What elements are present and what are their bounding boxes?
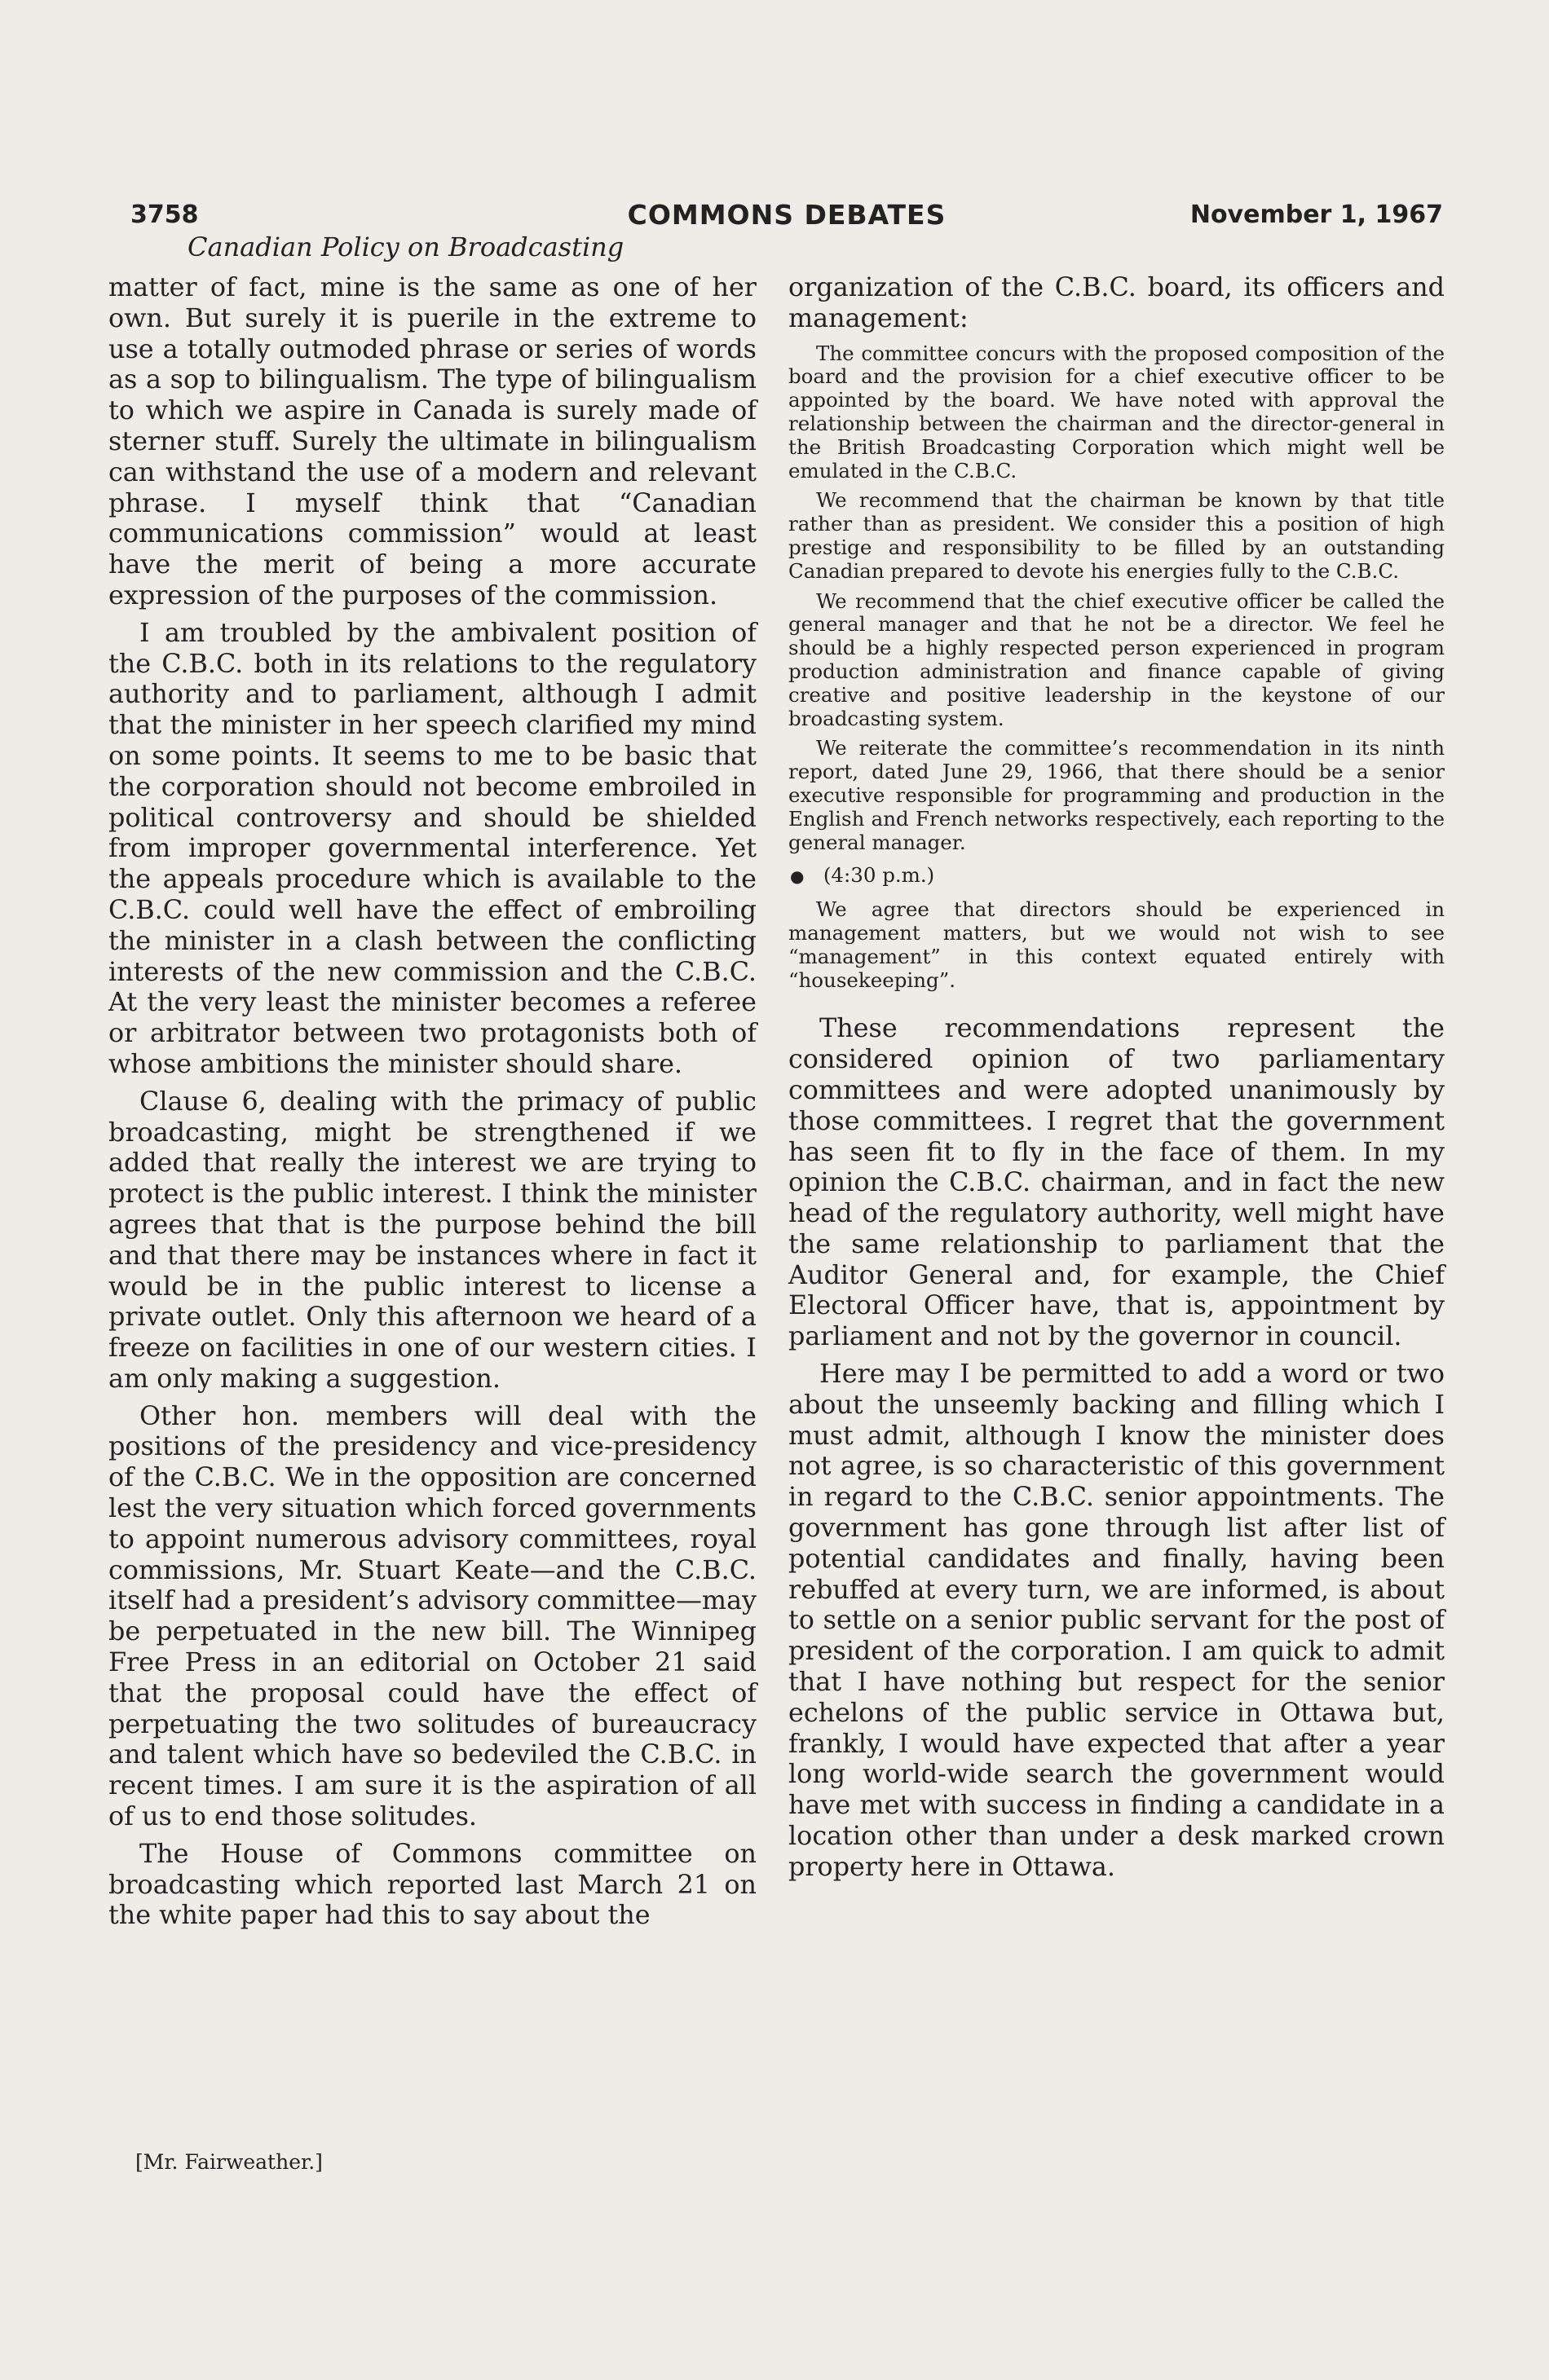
right-column <box>788 272 1445 1883</box>
quoted-paragraph: We recommend that the chief executive officer be called the general manager and that he not be a director. We feel he should be a highly respected person experienced in program production administration and finance capable of giving creative and positive leadership in the keystone of our broadcasting system. <box>788 588 1445 730</box>
paragraph: organization of the C.B.C. board, its officers and management: <box>788 272 1445 333</box>
time-stamp-text: (4:30 p.m.) <box>823 863 935 888</box>
paragraph: I am troubled by the ambivalent position of the C.B.C. both in its relations to the regulatory authority and to parliament, although I admit that the minister in her speech clarified my mind on some points. It seems to me to be basic that the corporation should not become embroiled in political controversy and should be shielded from improper governmental interference. Yet the appeals procedure which is available to the C.B.C. could well have the effect of embroiling the minister in a clash between the conflicting interests of the new commission and the C.B.C. At the very least the minister becomes a referee or arbitrator between two protagonists both of whose ambitions the minister should share. <box>108 617 757 1079</box>
issue-date: November 1, 1967 <box>1189 201 1443 229</box>
quoted-paragraph: We recommend that the chairman be known by that title rather than as president. We consider this a position of high prestige and responsibility to be filled by an outstanding Canadian prepared to devote his energies fully to the C.B.C. <box>788 488 1445 583</box>
paragraph: Here may I be permitted to add a word or two about the unseemly backing and filling which I must admit, although I know the minister does not agree, is so characteristic of this government in regard to the C.B.C. senior appointments. The government has gone through list after list of potential candidates and finally, having been rebuffed at every turn, we are informed, is about to settle on a senior public servant for the post of president of the corporation. I am quick to admit that I have nothing but respect for the senior echelons of the public service in Ottawa but, frankly, I would have expected that after a year long world-wide search the government would have met with success in finding a candidate in a location other than under a desk marked crown property here in Ottawa. <box>788 1359 1445 1882</box>
publication-title: COMMONS DEBATES <box>627 199 947 231</box>
paragraph: Other hon. members will deal with the positions of the presidency and vice-presidency of the C.B.C. We in the opposition are concerned lest the very situation which forced governments to appoint numerous advisory committees, royal commissions, Mr. Stuart Keate—and the C.B.C. itself had a president’s advisory committee—may be perpetuated in the new bill. The Winnipeg Free Press in an editorial on October 21 said that the proposal could have the effect of perpetuating the two solitudes of bureaucracy and talent which have so bedeviled the C.B.C. in recent times. I am sure it is the aspiration of all of us to end those solitudes. <box>108 1400 757 1832</box>
speaker-footer: [Mr. Fairweather.] <box>135 2150 323 2174</box>
time-stamp <box>788 864 1445 888</box>
paragraph: The House of Commons committee on broadcasting which reported last March 21 on the white paper had this to say about the <box>108 1838 757 1931</box>
bullet-icon: ● <box>790 866 805 887</box>
left-column <box>108 272 757 1931</box>
page-header <box>130 196 1443 231</box>
spacer <box>788 1000 1445 1013</box>
committee-quote <box>788 342 1445 993</box>
paragraph: Clause 6, dealing with the primacy of public broadcasting, might be strengthened if we added that really the interest we are trying to protect is the public interest. I think the minister agrees that that is the purpose behind the bill and that there may be instances where in fact it would be in the public interest to license a private outlet. Only this afternoon we heard of a freeze on facilities in one of our western cities. I am only making a suggestion. <box>108 1086 757 1394</box>
paragraph: matter of fact, mine is the same as one of her own. But surely it is puerile in the extreme to use a totally outmoded phrase or series of words as a sop to bilingualism. The type of bilingualism to which we aspire in Canada is surely made of sterner stuff. Surely the ultimate in bilingualism can withstand the use of a modern and relevant phrase. I myself think that “Canadian communications commission” would at least have the merit of being a more accurate expression of the purposes of the commission. <box>108 272 757 610</box>
quoted-paragraph: The committee concurs with the proposed composition of the board and the provision for a chief executive officer to be appointed by the board. We have noted with approval the relationship between the chairman and the director-general in the British Broadcasting Corporation which might well be emulated in the C.B.C. <box>788 341 1445 483</box>
quoted-paragraph: We agree that directors should be experienced in management matters, but we would not wish to see “management” in this context equated entirely with “housekeeping”. <box>788 897 1445 992</box>
page-number: 3758 <box>130 201 199 229</box>
paragraph: These recommendations represent the considered opinion of two parliamentary committees and were adopted unanimously by those committees. I regret that the government has seen fit to fly in the face of them. In my opinion the C.B.C. chairman, and in fact the new head of the regulatory authority, well might have the same relationship to parliament that the Auditor General and, for example, the Chief Electoral Officer have, that is, appointment by parliament and not by the governor in council. <box>788 1013 1445 1352</box>
section-subheading: Canadian Policy on Broadcasting <box>188 231 624 262</box>
quoted-paragraph: We reiterate the committee’s recommendation in its ninth report, dated June 29, 1966, that there should be a senior executive responsible for programming and production in the English and French networks respectively, each reporting to the general manager. <box>788 736 1445 854</box>
